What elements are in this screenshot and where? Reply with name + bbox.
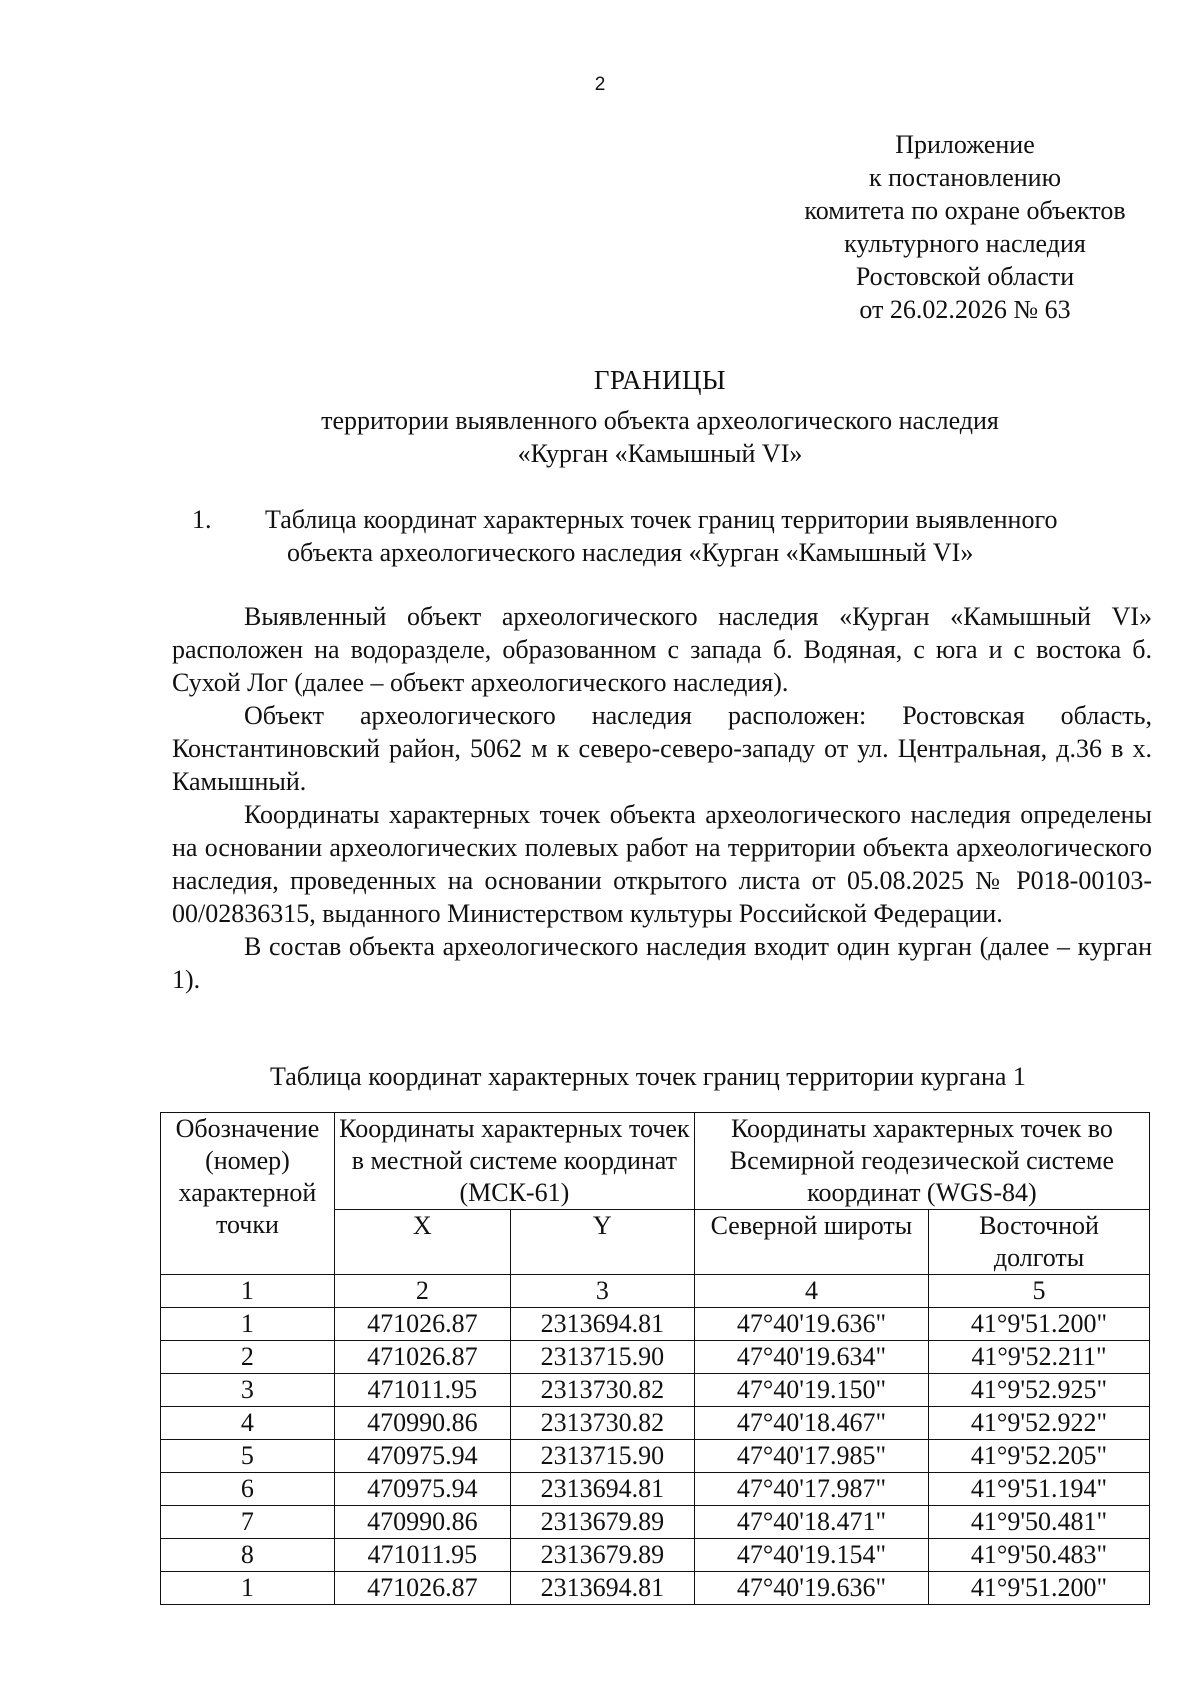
cell-lat: 47°40'17.985" xyxy=(694,1440,928,1473)
cell-x: 470990.86 xyxy=(334,1506,510,1539)
cell-x: 471011.95 xyxy=(334,1374,510,1407)
cell-lat: 47°40'19.154" xyxy=(694,1539,928,1572)
cell-x: 471011.95 xyxy=(334,1539,510,1572)
cell-lon: 41°9'52.922" xyxy=(929,1407,1150,1440)
table-row xyxy=(161,1308,1150,1341)
cell-lon: 41°9'51.194" xyxy=(929,1473,1150,1506)
title-subtitle: территории выявленного объекта археологического наследия xyxy=(321,406,999,435)
cell-y: 2313715.90 xyxy=(510,1341,694,1374)
table-row xyxy=(161,1473,1150,1506)
cell-y: 2313694.81 xyxy=(510,1473,694,1506)
table-row xyxy=(161,1341,1150,1374)
cell-lon: 41°9'50.481" xyxy=(929,1506,1150,1539)
header-local-system: Координаты характерных точек в местной системе координат (МСК-61) xyxy=(334,1113,694,1210)
cell-lat: 47°40'17.987" xyxy=(694,1473,928,1506)
cell-lat: 47°40'19.636" xyxy=(694,1308,928,1341)
table-row xyxy=(161,1506,1150,1539)
header-lon: Восточной долготы xyxy=(929,1210,1150,1275)
cell-point: 4 xyxy=(161,1407,335,1440)
column-number: 2 xyxy=(334,1275,510,1308)
cell-lon: 41°9'52.211" xyxy=(929,1341,1150,1374)
cell-y: 2313694.81 xyxy=(510,1308,694,1341)
appendix-line: Ростовской области xyxy=(855,262,1075,291)
header-x: X xyxy=(334,1210,510,1275)
cell-y: 2313679.89 xyxy=(510,1539,694,1572)
header-lat: Северной широты xyxy=(694,1210,928,1275)
cell-lon: 41°9'52.925" xyxy=(929,1374,1150,1407)
paragraph: В состав объекта археологического наследия входит один курган (далее – курган 1). xyxy=(172,932,1152,994)
section-number: 1. xyxy=(192,505,212,534)
header-point: Обозначение (номер) характерной точки xyxy=(161,1113,335,1275)
header-y: Y xyxy=(510,1210,694,1275)
paragraph: Координаты характерных точек объекта археологического наследия определены на основании археологических полевых работ на территории объекта археологического наследия, проведенных на основании открытого листа от 05.08.2025 № Р018-00103-00/02836315, выданного Министерством культуры Российской Федерации. xyxy=(172,800,1152,928)
cell-point: 1 xyxy=(161,1572,335,1605)
appendix-line: культурного наследия xyxy=(844,229,1086,258)
page-number: 2 xyxy=(594,74,606,95)
column-number: 3 xyxy=(510,1275,694,1308)
section-title-line: объекта археологического наследия «Курган «Камышный VI» xyxy=(287,538,974,567)
appendix-block xyxy=(765,128,1165,326)
title-main: ГРАНИЦЫ xyxy=(593,365,727,395)
column-numbers-row xyxy=(161,1275,1150,1308)
cell-lat: 47°40'18.471" xyxy=(694,1506,928,1539)
cell-point: 2 xyxy=(161,1341,335,1374)
cell-y: 2313679.89 xyxy=(510,1506,694,1539)
cell-point: 6 xyxy=(161,1473,335,1506)
header-world-system: Координаты характерных точек во Всемирной геодезической системе координат (WGS-84) xyxy=(694,1113,1149,1210)
appendix-line: от 26.02.2026 № 63 xyxy=(859,295,1071,324)
appendix-line: комитета по охране объектов xyxy=(804,196,1126,225)
paragraph: Объект археологического наследия расположен: Ростовская область, Константиновский район, 5062 м к северо-северо-западу от ул. Центральная, д.36 в х. Камышный. xyxy=(172,701,1152,796)
appendix-line: Приложение xyxy=(895,130,1035,159)
body-text xyxy=(172,600,1152,996)
cell-x: 470975.94 xyxy=(334,1440,510,1473)
cell-y: 2313694.81 xyxy=(510,1572,694,1605)
table-row xyxy=(161,1572,1150,1605)
cell-y: 2313715.90 xyxy=(510,1440,694,1473)
table-row xyxy=(161,1539,1150,1572)
cell-lon: 41°9'50.483" xyxy=(929,1539,1150,1572)
column-number: 4 xyxy=(694,1275,928,1308)
cell-lon: 41°9'51.200" xyxy=(929,1572,1150,1605)
cell-point: 8 xyxy=(161,1539,335,1572)
appendix-line: к постановлению xyxy=(868,163,1062,192)
table-row xyxy=(161,1407,1150,1440)
cell-x: 470975.94 xyxy=(334,1473,510,1506)
cell-y: 2313730.82 xyxy=(510,1407,694,1440)
cell-x: 470990.86 xyxy=(334,1407,510,1440)
cell-lat: 47°40'19.150" xyxy=(694,1374,928,1407)
document-title xyxy=(0,364,1200,470)
cell-lat: 47°40'19.636" xyxy=(694,1572,928,1605)
column-number: 1 xyxy=(161,1275,335,1308)
cell-y: 2313730.82 xyxy=(510,1374,694,1407)
cell-x: 471026.87 xyxy=(334,1572,510,1605)
table-row xyxy=(161,1440,1150,1473)
cell-lon: 41°9'51.200" xyxy=(929,1308,1150,1341)
column-number: 5 xyxy=(929,1275,1150,1308)
cell-lat: 47°40'19.634" xyxy=(694,1341,928,1374)
section-title-line: Таблица координат характерных точек границ территории выявленного xyxy=(265,505,1058,534)
coordinates-table xyxy=(160,1112,1150,1605)
table-row xyxy=(161,1374,1150,1407)
table-caption: Таблица координат характерных точек границ территории кургана 1 xyxy=(270,1062,1026,1091)
title-object-name: «Курган «Камышный VI» xyxy=(517,439,803,468)
cell-lon: 41°9'52.205" xyxy=(929,1440,1150,1473)
cell-point: 7 xyxy=(161,1506,335,1539)
cell-lat: 47°40'18.467" xyxy=(694,1407,928,1440)
cell-point: 3 xyxy=(161,1374,335,1407)
cell-x: 471026.87 xyxy=(334,1341,510,1374)
paragraph: Выявленный объект археологического наследия «Курган «Камышный VI» расположен на водоразделе, образованном с запада б. Водяная, с юга и с востока б. Сухой Лог (далее – объект археологического наследия). xyxy=(172,602,1152,697)
cell-point: 1 xyxy=(161,1308,335,1341)
cell-point: 5 xyxy=(161,1440,335,1473)
cell-x: 471026.87 xyxy=(334,1308,510,1341)
